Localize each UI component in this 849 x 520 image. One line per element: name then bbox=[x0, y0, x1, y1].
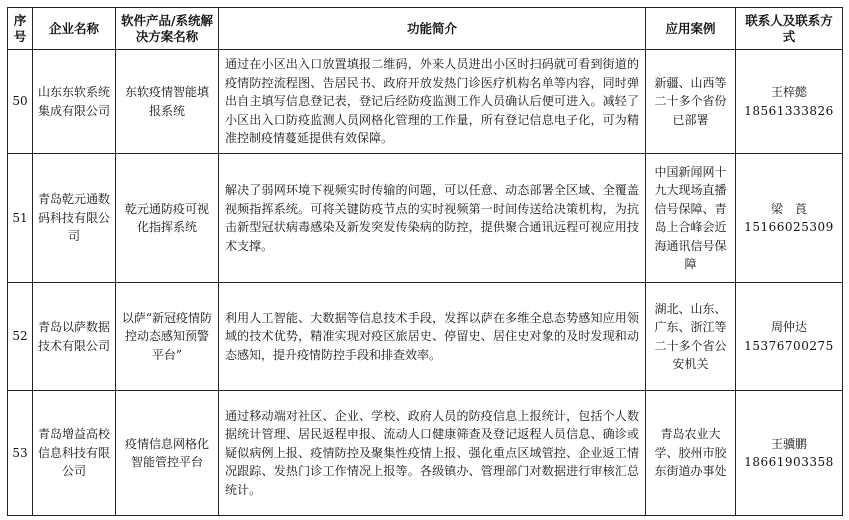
header-company: 企业名称 bbox=[33, 8, 116, 50]
contact-phone: 15166025309 bbox=[744, 220, 834, 234]
contact-name: 梁 莨 bbox=[770, 201, 807, 216]
product-name: 乾元通防疫可视化指挥系统 bbox=[116, 154, 219, 283]
product-name: 以萨“新冠疫情防控动态感知预警平台” bbox=[116, 283, 219, 391]
table-row bbox=[8, 391, 843, 516]
header-case: 应用案例 bbox=[646, 8, 736, 50]
row-number: 53 bbox=[8, 391, 33, 516]
application-case: 青岛农业大学、胶州市胶东街道办事处 bbox=[646, 391, 736, 516]
contact-cell bbox=[736, 283, 843, 391]
contact-name: 周仲达 bbox=[770, 320, 807, 334]
function-description: 解决了弱网环境下视频实时传输的问题，可以任意、动态部署全区域、全覆盖视频指挥系统。可将关键防疫节点的实时视频第一时间传送给决策机构，为抗击新型冠状病毒感染及新发突发传染病的防控，提供聚合通讯远程可视应用技术支撑。 bbox=[219, 154, 646, 283]
contact-cell bbox=[736, 391, 843, 516]
contact-name: 王梓懿 bbox=[770, 85, 807, 99]
company-name: 山东东软系统集成有限公司 bbox=[33, 50, 116, 154]
product-name: 疫情信息网格化智能管控平台 bbox=[116, 391, 219, 516]
row-number: 51 bbox=[8, 154, 33, 283]
table-row bbox=[8, 283, 843, 391]
function-description: 利用人工智能、大数据等信息技术手段，发挥以萨在多维全息态势感知应用领域的技术优势，精准实现对疫区旅居史、停留史、居住史对象的及时发现和动态感知，提升疫情防控手段和排查效率。 bbox=[219, 283, 646, 391]
contact-phone: 15376700275 bbox=[744, 338, 834, 353]
contact-phone: 18661903358 bbox=[744, 455, 834, 469]
table-row bbox=[8, 50, 843, 154]
contact-cell bbox=[736, 154, 843, 283]
header-contact: 联系人及联系方式 bbox=[736, 8, 843, 50]
row-number: 52 bbox=[8, 283, 33, 391]
application-case: 湖北、山东、广东、浙江等二十多个省公安机关 bbox=[646, 283, 736, 391]
header-row bbox=[8, 8, 843, 50]
function-description: 通过在小区出入口放置填报二维码，外来人员进出小区时扫码就可看到街道的疫情防控流程图、告居民书、政府开放发热门诊医疗机构名单等内容，同时弹出自主填写信息登记表，登记后经防疫监测工作人员确认后便可进入。减轻了小区出入口防疫监测人员网格化管理的工作量，所有登记信息电子化，可为精准控制疫情蔓延提供有效保障。 bbox=[219, 50, 646, 154]
company-name: 青岛以萨数据技术有限公司 bbox=[33, 283, 116, 391]
contact-phone: 18561333826 bbox=[744, 103, 834, 118]
enterprise-table bbox=[7, 7, 843, 516]
contact-name: 王骥鹏 bbox=[770, 436, 807, 451]
company-name: 青岛乾元通数码科技有限公司 bbox=[33, 154, 116, 283]
company-name: 青岛增益高校信息科技有限公司 bbox=[33, 391, 116, 516]
header-no: 序号 bbox=[8, 8, 33, 50]
table-row bbox=[8, 154, 843, 283]
contact-cell bbox=[736, 50, 843, 154]
application-case: 中国新闻网十九大现场直播信号保障、青岛上合峰会近海通讯信号保障 bbox=[646, 154, 736, 283]
function-description: 通过移动端对社区、企业、学校、政府人员的防疫信息上报统计，包括个人数据统计管理、居民返程申报、流动人口健康筛查及登记返程人员信息、确诊或疑似病例上报、疫情防控及聚集性疫情上报、强化重点区域管控、企业返工情况跟踪、发热门诊工作情况上报等。各级镇办、管理部门对数据进行审核汇总统计。 bbox=[219, 391, 646, 516]
header-function: 功能简介 bbox=[219, 8, 646, 50]
row-number: 50 bbox=[8, 50, 33, 154]
header-product: 软件产品/系统解决方案名称 bbox=[116, 8, 219, 50]
application-case: 新疆、山西等二十多个省份已部署 bbox=[646, 50, 736, 154]
product-name: 东软疫情智能填报系统 bbox=[116, 50, 219, 154]
